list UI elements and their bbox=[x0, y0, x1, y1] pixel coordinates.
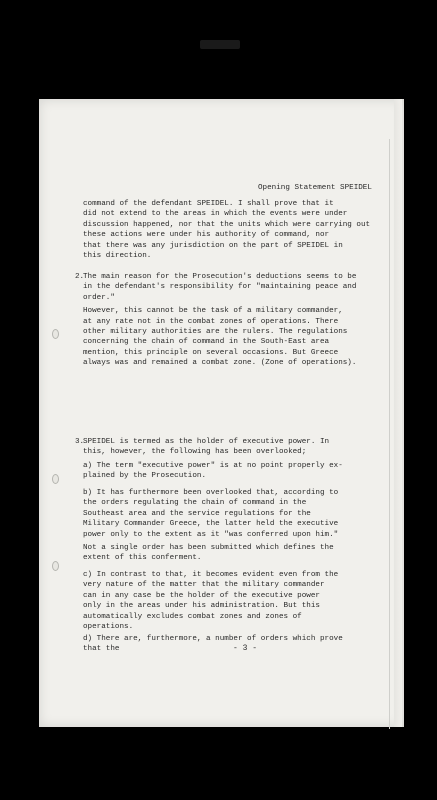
text-line: at any rate not in the combat zones of operations. There bbox=[83, 317, 339, 326]
text-line: this direction. bbox=[83, 251, 152, 260]
punch-hole bbox=[52, 474, 59, 484]
text-line: Southeast area and the service regulations for the bbox=[83, 509, 311, 518]
text-line: only in the areas under his administration. But this bbox=[83, 602, 320, 611]
document-page bbox=[39, 99, 404, 727]
text-line: mention, this principle on several occasions. But Greece bbox=[83, 348, 339, 357]
text-line: other military authorities are the rulers. The regulations bbox=[83, 327, 348, 336]
text-line: The main reason for the Prosecution's deductions seems to be bbox=[83, 273, 357, 281]
text-line: very nature of the matter that the military commander bbox=[83, 581, 325, 590]
text-line: can in any case be the holder of the executive power bbox=[83, 591, 320, 600]
document-header: Opening Statement SPEIDEL bbox=[258, 184, 372, 192]
text-line: always was and remained a combat zone. (Zone of operations). bbox=[83, 359, 357, 368]
text-line: in the defendant's responsibility for "maintaining peace and bbox=[83, 283, 357, 292]
text-line: that there was any jurisdiction on the part of SPEIDEL in bbox=[83, 241, 343, 250]
text-line: Military Commander Greece, the latter held the executive bbox=[83, 520, 339, 529]
text-line: discussion happened, nor that the units which were carrying out bbox=[83, 220, 371, 229]
subparagraph-a bbox=[83, 461, 343, 482]
paragraph-number: 3. bbox=[75, 438, 85, 446]
text-line: the orders regulating the chain of command in the bbox=[83, 499, 307, 508]
page-fold-line bbox=[389, 139, 390, 729]
text-line: these actions were under his authority of command, nor bbox=[83, 231, 330, 240]
text-line: this, however, the following has been overlooked; bbox=[83, 448, 307, 457]
punch-hole bbox=[52, 561, 59, 571]
text-line: d) There are, furthermore, a number of orders which prove bbox=[83, 635, 343, 643]
subparagraph-c bbox=[83, 570, 338, 632]
text-line: automatically excludes combat zones and zones of bbox=[83, 612, 302, 621]
page-edge bbox=[394, 99, 402, 727]
text-line: that the bbox=[83, 645, 120, 654]
text-line: a) The term "executive power" is at no point properly ex- bbox=[83, 462, 343, 470]
page-number: - 3 - bbox=[233, 644, 258, 653]
paragraph-3 bbox=[83, 437, 329, 458]
film-mark bbox=[200, 40, 240, 49]
subparagraph-d bbox=[83, 634, 343, 655]
text-line: b) It has furthermore been overlooked that, according to bbox=[83, 489, 339, 497]
text-line: extent of this conferment. bbox=[83, 554, 202, 563]
intro-paragraph bbox=[83, 199, 370, 261]
paragraph-2 bbox=[83, 272, 356, 369]
text-line: power only to the extent as it "was conferred upon him." bbox=[83, 530, 339, 539]
subparagraph-b bbox=[83, 488, 338, 564]
text-line: concerning the chain of command in the South-East area bbox=[83, 338, 330, 347]
text-line: c) In contrast to that, it becomes evident even from the bbox=[83, 571, 339, 579]
text-line: did not extend to the areas in which the events were under bbox=[83, 210, 348, 219]
text-line: SPEIDEL is termed as the holder of executive power. In bbox=[83, 438, 330, 446]
paragraph-number: 2. bbox=[75, 273, 85, 281]
text-line: Not a single order has been submitted which defines the bbox=[83, 543, 334, 552]
text-line: command of the defendant SPEIDEL. I shall prove that it bbox=[83, 200, 334, 208]
text-line: However, this cannot be the task of a military commander, bbox=[83, 307, 343, 316]
punch-hole bbox=[52, 329, 59, 339]
text-line: plained by the Prosecution. bbox=[83, 472, 207, 481]
text-line: order." bbox=[83, 293, 115, 302]
text-line: operations. bbox=[83, 622, 134, 631]
